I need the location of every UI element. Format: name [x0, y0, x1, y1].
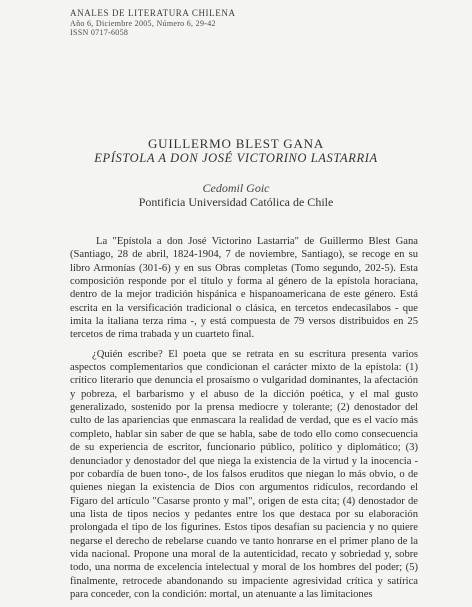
paragraph-2: ¿Quién escribe? El poeta que se retrata en su escritura presenta varios aspectos complementarios que condicionan el carácter mixto de la epístola: (1) crítico literario que denuncia el prosaísmo o vulgaridad dominantes, la afectación y pobreza, el barbarismo y el abuso de la dicción poética, y el mal gusto generalizado, sostenido por la prensa mediocre y tolerante; (2) denostador del culto de las apariencias que enmascara la realidad de verdad, que es el vacío más completo, hablar sin saber de que se habla, sabe de todo ello como consecuencia de su experiencia de escritor, funcionario público, político y diplomático; (3) denunciador y denostador del que niega la existencia de la virtud y la inocencia -por cobardía de buen tono-, de los falsos eruditos que niegan lo más obvio, o de quienes niegan la existencia de Dios con argumentos ridículos, recordando el Fígaro del artículo "Casarse pronto y mal", origen de esta cita; (4) denostador de una lista de tipos necios y pedantes entre los que destaca por su elaboración prolongada el tipo de los figurines. Estos tipos desafían su paciencia y no quiere negarse el derecho de rebelarse cuando ve tanto honrarse en el primer plano de la vida nacional. Propone una moral de la autenticidad, recato y sobriedad y, sobre todo, una norma de excelencia intelectual y moral de los hombres del poder; (5) finalmente, retrocede abandonando su impaciente agresividad crítica y satírica para conceder, con la condición: mortal, un atenuante a las limitaciones: [70, 348, 418, 600]
journal-header: [70, 9, 370, 38]
article-author: GUILLERMO BLEST GANA: [147, 136, 325, 151]
journal-issn: ISSN 0717-6058: [70, 28, 129, 37]
journal-issue: Año 6, Diciembre 2005, Número 6, 29-42: [70, 18, 216, 28]
article-body: [70, 235, 418, 607]
article-title: EPÍSTOLA A DON JOSÉ VICTORINO LASTARRIA: [94, 151, 378, 165]
journal-name: ANALES DE LITERATURA CHILENA: [70, 8, 236, 18]
paragraph-1: La "Epístola a don José Victorino Lastarria" de Guillermo Blest Gana (Santiago, 28 de abril, 1824-1904, 7 de noviembre, Santiago), se recoge en su libro Armonías (301-6) y en sus Obras completas (Tomo segundo, 202-5). Esta composición responde por el título y forma al género de la epístola horaciana, dentro de la mejor tradición hispánica e hispanoamericana de este género. Está escrita en la versificación tradicional o clásica, en tercetos endecasílabos - que imita la italiana terza rima -, y está compuesta de 79 versos distribuidos en 25 tercetos de rima trabada y un cuarteto final.: [70, 236, 418, 341]
byline-name: Cedomil Goic: [202, 181, 270, 195]
byline-institution: Pontificia Universidad Católica de Chile: [138, 195, 334, 209]
